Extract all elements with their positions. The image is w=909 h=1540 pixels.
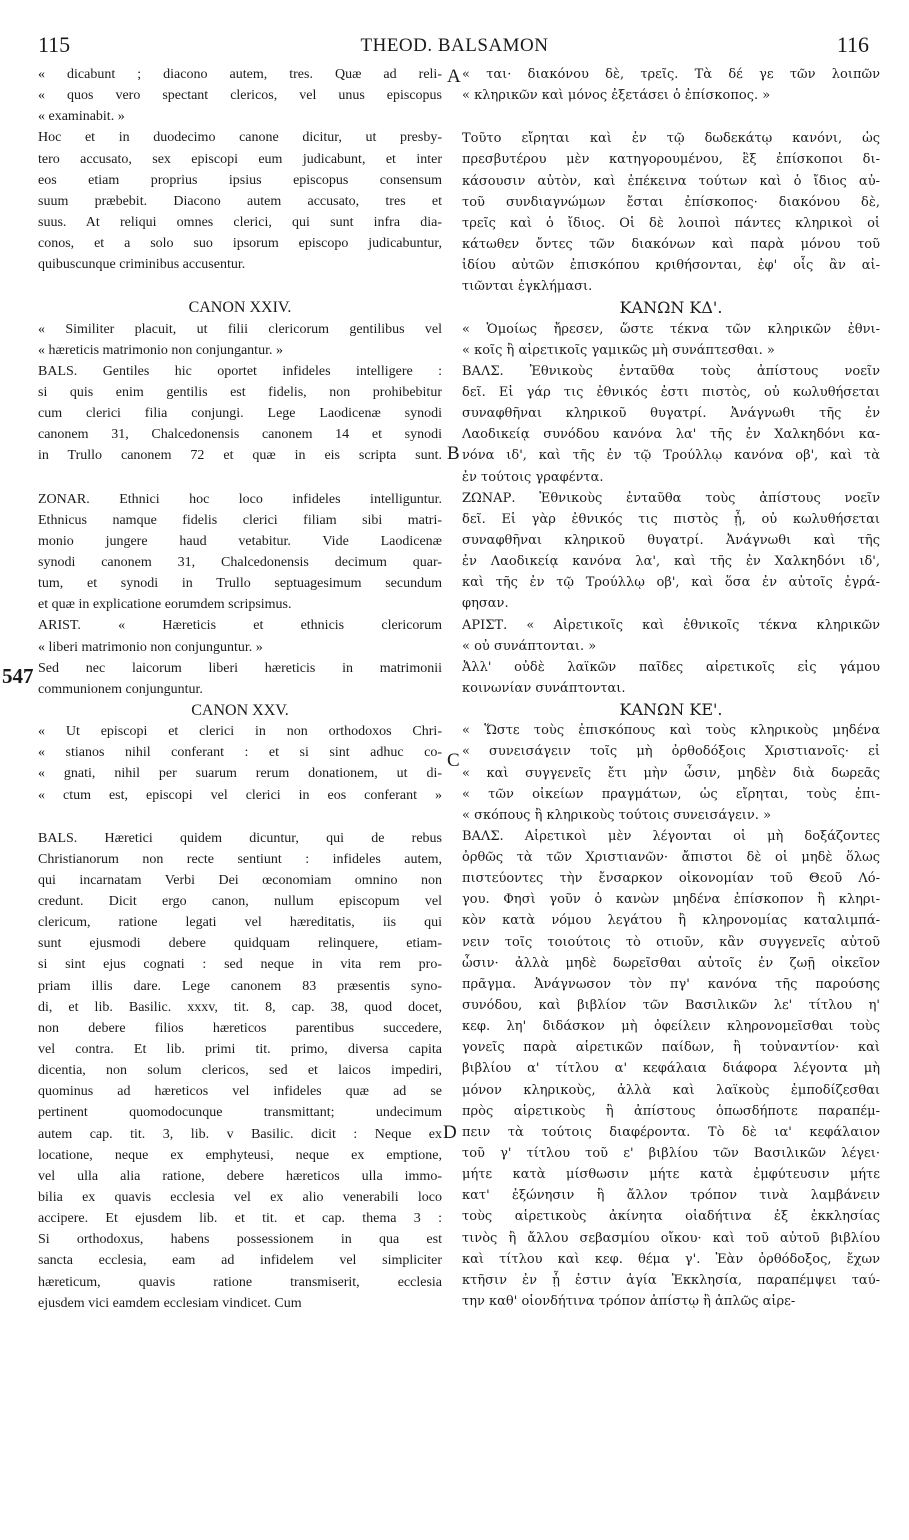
- latin-text-line: Hoc et in duodecimo canone dicitur, ut presby-: [38, 130, 442, 146]
- greek-text-line: ἐν Λαοδικείᾳ κανόνα λα', καὶ τῆς ἐν Χαλκηδόνι ιδ',: [462, 554, 880, 570]
- latin-text-line: Christianorum non recte sentiunt : infideles autem,: [38, 851, 442, 867]
- margin-letter-b: B: [447, 443, 460, 464]
- greek-text-line: κτῆσιν ἐν ᾗ ἐστιν ἁγία Ἐκκλησία, παραπέμψει ταύ-: [462, 1272, 880, 1288]
- latin-text-line: ZONAR. Ethnici hoc loco infideles intelliguntur.: [38, 491, 442, 507]
- greek-text-line: κὸν κατὰ νόμου λεγάτου ἢ κληρονομίας καταλιμπά-: [462, 913, 880, 929]
- latin-text-line: bilia ex quavis ecclesia vel ex alio venerabili loco: [38, 1190, 442, 1206]
- greek-text-line: τοὺς αἱρετικοὺς ἀκίνητα οἱαδήτινα ἐξ ἐκκλησίας: [462, 1209, 880, 1225]
- greek-text-line: ΚΑΝΩΝ ΚΕ'.: [619, 700, 723, 720]
- latin-text-line: « liberi matrimonio non conjunguntur. »: [38, 639, 263, 655]
- greek-text-line: μόνον κληρικοὺς, ἀλλὰ καὶ λαϊκοὺς ἐμποδίζεσθαι: [462, 1082, 880, 1098]
- latin-text-line: di, et lib. Basilic. xxxv, tit. 8, cap. 38, quod docet,: [38, 999, 442, 1015]
- greek-text-line: πρᾶγμα. Ἀνάγνωσον τὸν πγ' κανόνα τῆς παρούσης: [462, 976, 880, 992]
- greek-text-line: πειν τὰ τούτοις διαφέροντα. Τὸ δὲ ια' κεφάλαιον: [462, 1124, 880, 1140]
- greek-text-line: βιβλίου α' τίτλου α' κεφάλαια διάφορα λέγοντα μὴ: [462, 1061, 880, 1077]
- latin-text-line: credunt. Dicit ergo canon, nullum episcopum vel: [38, 894, 442, 910]
- greek-text-line: δεῖ. Εἰ γὰρ ἐθνικός τις πιστὸς ᾖ, οὐ κωλυθήσεται: [462, 511, 880, 527]
- latin-text-line: communionem conjunguntur.: [38, 681, 203, 697]
- latin-column: [38, 64, 442, 1314]
- greek-text-line: ΒΑΛΣ. Ἐθνικοὺς ἐνταῦθα τοὺς ἀπίστους νοεῖν: [462, 363, 880, 379]
- latin-text-line: « stianos nihil conferant : et si sint adhuc co-: [38, 745, 442, 761]
- greek-text-line: φησαν.: [462, 596, 509, 612]
- greek-text-line: « ται· διακόνου δὲ, τρεῖς. Τὰ δέ γε τῶν λοιπῶν: [462, 67, 880, 82]
- latin-text-line: eos etiam proprius ipsius episcopus consensum: [38, 172, 442, 188]
- greek-text-line: κάτωθεν ὄντες τῶν διακόνων καὶ παρὰ μόνου τοῦ: [462, 236, 880, 252]
- latin-text-line: BALS. Hæretici quidem dicuntur, qui de rebus: [38, 830, 442, 846]
- greek-text-line: την καθ' οἱονδήτινα τρόπον ἀπίστῳ ἢ ἁπλῶς αἱρε-: [462, 1294, 796, 1310]
- latin-text-line: « dicabunt ; diacono autem, tres. Quæ ad reli-: [38, 67, 442, 82]
- greek-text-line: νειν τοῖς τοιούτοις τὸ οτιοῦν, κἂν συγγενεῖς αὐτοῦ: [462, 934, 880, 950]
- latin-text-line: locatione, neque ex emphyteusi, neque ex emptione,: [38, 1147, 442, 1163]
- greek-text-line: μήτε κατὰ μίσθωσιν μήτε κατὰ ἐμφύτευσιν μήτε: [462, 1167, 880, 1183]
- greek-text-line: « Ὁμοίως ἤρεσεν, ὥστε τέκνα τῶν κληρικῶν ἐθνι-: [462, 321, 880, 337]
- latin-text-line: priam illis dare. Lege canonem 83 præsentis syno-: [38, 978, 442, 994]
- latin-text-line: in Trullo canonem 72 et quæ in eis scripta sunt.: [38, 448, 442, 464]
- latin-text-line: « gnati, nihil per suarum rerum donationem, ut di-: [38, 766, 442, 782]
- greek-text-line: ΒΑΛΣ. Αἱρετικοὶ μὲν λέγονται οἱ μὴ δοξάζοντες: [462, 828, 880, 844]
- greek-text-line: νόνα ιδ', καὶ τῆς ἐν τῷ Τρούλλῳ κανόνα οβ', καὶ τὰ: [462, 448, 880, 464]
- latin-text-line: [38, 806, 442, 828]
- latin-text-line: « Similiter placuit, ut filii clericorum gentilibus vel: [38, 321, 442, 337]
- latin-text-line: et quæ in explicatione eorumdem scripsimus.: [38, 597, 292, 613]
- page-number-right: 116: [836, 32, 869, 57]
- greek-text-line: ὦσιν· ἀλλὰ μηδὲ δωρεῖσθαι αὐτοῖς ἐν ζωῇ οἰκεῖον: [462, 955, 880, 971]
- greek-text-line: πρεσβυτέρου μὲν κατηγορουμένου, ἓξ ἐπίσκοποι δι-: [462, 152, 880, 168]
- greek-text-line: τοῦ γ' τίτλου τοῦ ε' βιβλίου τῶν Βασιλικῶν λέγει·: [462, 1146, 880, 1162]
- latin-text-line: synodi canonem 31, Chalcedonensis decimum quar-: [38, 554, 442, 570]
- greek-text-line: Ἀλλ' οὐδὲ λαϊκῶν παῖδες αἱρετικοῖς εἰς γάμου: [462, 659, 880, 675]
- latin-text-line: qui incarnatam Verbi Dei œconomiam omnino non: [38, 872, 442, 888]
- latin-text-line: suus. At reliqui omnes clerici, qui sunt infra dia-: [38, 214, 442, 230]
- latin-text-line: « Ut episcopi et clerici in non orthodoxos Chri-: [38, 724, 442, 740]
- greek-text-line: ἰδίου αὐτῶν ἐπισκόπου κριθήσονται, ἐφ' οἷς ἂν αἰ-: [462, 258, 880, 274]
- greek-text-line: γονεῖς παρὰ αἱρετικῶν παίδων, ἢ τοὐναντίον· καὶ: [462, 1040, 880, 1056]
- latin-text-line: Si orthodoxus, habens possessionem in qua est: [38, 1232, 442, 1248]
- latin-text-line: CANON XXIV.: [188, 299, 292, 317]
- greek-text-line: « συνεισάγειν τοῖς μὴ ὀρθοδόξοις Χριστιανοῖς· εἰ: [462, 744, 880, 760]
- greek-text-line: κάσουσιν αὐτὸν, καὶ ἐπέκεινα τούτων καὶ ὁ ἴδιος αὐ-: [462, 173, 880, 189]
- latin-text-line: tum, et synodi in Trullo septuagesimum secundum: [38, 576, 442, 592]
- greek-text-line: πρὸς αἱρετικοὺς ἢ ἀπίστους ὁπωσδήποτε παραπέμ-: [462, 1103, 880, 1119]
- greek-text-line: τιῶνται ἐγκλήμασι.: [462, 279, 593, 295]
- latin-text-line: ejusdem vici eamdem ecclesiam vindicet. Cum: [38, 1295, 302, 1311]
- latin-text-line: clericum, ratione legati vel hæreditatis, iis qui: [38, 915, 442, 931]
- greek-text-line: τινὸς ἢ ἄλλου σεβασμίου οἴκου· καὶ τοῦ αὐτοῦ βιβλίου: [462, 1230, 880, 1246]
- greek-text-line: Λαοδικείᾳ συνόδου κανόνα λα' τῆς ἐν Χαλκηδόνι κα-: [462, 427, 880, 443]
- page-header: [28, 32, 881, 62]
- greek-text-line: κοινωνίαν συνάπτονται.: [462, 680, 626, 696]
- latin-text-line: Sed nec laicorum liberi hæreticis in matrimonii: [38, 660, 442, 676]
- latin-text-line: cum clerici filia conjungi. Lege Laodicenæ synodi: [38, 406, 442, 422]
- latin-text-line: pertinent quomodocunque transmittant; undecimum: [38, 1105, 442, 1121]
- greek-text-line: « οὐ συνάπτονται. »: [462, 638, 597, 654]
- margin-letter-a: A: [447, 66, 461, 87]
- greek-text-line: τρεῖς καὶ ὁ ἴδιος. Οἱ δὲ λοιποὶ πάντες κληρικοὶ οἱ: [462, 215, 880, 231]
- running-head: THEOD. BALSAMON: [360, 35, 549, 56]
- greek-text-line: Τοῦτο εἴρηται καὶ ἐν τῷ δωδεκάτῳ κανόνι, ὡς: [462, 131, 880, 147]
- latin-text-line: si quis enim gentilis est fidelis, non prohibebitur: [38, 384, 442, 400]
- greek-text-line: ὀρθῶς τὰ τῶν Χριστιανῶν· ἄπιστοι δὲ οἱ μηδὲ ὅλως: [462, 850, 880, 866]
- latin-text-line: accipere. Et ejusdem lib. et tit. et cap. thema 3 :: [38, 1211, 442, 1227]
- latin-text-line: vel ulla alia ratione, debere hæreticos ulla immo-: [38, 1168, 442, 1184]
- latin-text-line: « hæreticis matrimonio non conjungantur. »: [38, 342, 283, 358]
- latin-text-line: quibuscunque criminibus accusentur.: [38, 257, 246, 273]
- latin-text-line: [38, 467, 442, 489]
- greek-text-line: ΑΡΙΣΤ. « Αἱρετικοῖς καὶ ἐθνικοῖς τέκνα κληρικῶν: [462, 617, 880, 633]
- greek-text-line: « κοῖς ἢ αἱρετικοῖς γαμικῶς μὴ συνάπτεσθαι. »: [462, 342, 775, 358]
- margin-letter-c: C: [447, 750, 460, 771]
- latin-text-line: vel contra. Et lib. primi tit. primo, diversa capita: [38, 1042, 442, 1058]
- greek-text-line: « κληρικῶν καὶ μόνος ἐξετάσει ὁ ἐπίσκοπος. »: [462, 88, 771, 104]
- greek-text-line: [462, 106, 880, 128]
- latin-text-line: si sint ejus cognati : sed neque in vita rem pro-: [38, 957, 442, 973]
- latin-text-line: BALS. Gentiles hic oportet infideles intelligere :: [38, 363, 442, 379]
- latin-text-line: Ethnicus namque fidelis clerici filiam sibi matri-: [38, 512, 442, 528]
- greek-text-line: συναφθῆναι κληρικοῦ θυγατρί. Ἀνάγνωθι τῆς ἐν: [462, 406, 880, 422]
- latin-text-line: conos, et a solo suo ipsorum episcopo judicabuntur,: [38, 236, 442, 252]
- latin-text-line: sunt ejusmodi debere quidquam relinquere, etiam-: [38, 936, 442, 952]
- greek-text-line: τοῦ συνδιαγνώμων ἔσται ἐπίσκοπος· διακόνου δὲ,: [462, 194, 880, 210]
- greek-text-line: συνόδου, καὶ βιβλίον τῶν Βασιλικῶν λε' τίτλου η': [462, 998, 880, 1014]
- greek-text-line: δεῖ. Εἰ γάρ τις ἐθνικός ἐστι πιστὸς, οὐ κωλυθήσεται: [462, 384, 880, 400]
- greek-text-line: συναφθῆναι κληρικοῦ θυγατρί. Ἀνάγνωθι καὶ τῆς: [462, 532, 880, 548]
- latin-text-line: dicentia, non solum clericos, sed et laicos impediri,: [38, 1063, 442, 1079]
- latin-text-line: « examinabit. »: [38, 109, 125, 125]
- latin-text-line: quominus ad hæreticos vel infideles quæ ad se: [38, 1084, 442, 1100]
- greek-text-line: « τῶν οἰκείων πραγμάτων, ὡς εἴρηται, τοὺς ἐπι-: [462, 786, 880, 802]
- latin-text-line: hæreticum, quavis ratione transmiserit, ecclesia: [38, 1274, 442, 1290]
- greek-text-line: « σκόπους ἢ κληρικοὺς τούτοις συνεισάγειν. »: [462, 807, 772, 823]
- greek-text-line: γου. Φησὶ γοῦν ὁ κανὼν μηδένα ἐπίσκοπον ἢ κληρι-: [462, 892, 880, 908]
- latin-text-line: tero accusato, sex episcopi eum judicabunt, et inter: [38, 151, 442, 167]
- greek-text-line: κεφ. λη' διδάσκον μὴ ὀφείλειν κληρονομεῖσθαι τοὺς: [462, 1019, 880, 1035]
- greek-text-line: ΚΑΝΩΝ ΚΔ'.: [619, 298, 723, 318]
- column-number: 547: [2, 664, 34, 688]
- latin-text-line: suum præbebit. Diacono autem accusato, tres et: [38, 193, 442, 209]
- greek-text-line: καὶ τῆς ἐν τῷ Τρούλλῳ οβ', καὶ ὅσα ἐν αὐτοῖς ἐγρά-: [462, 575, 880, 591]
- page-number-left: 115: [38, 32, 71, 57]
- greek-text-line: ἐν τούτοις γραφέντα.: [462, 469, 604, 485]
- latin-text-line: « quos vero spectant clericos, vel unus episcopus: [38, 88, 442, 104]
- greek-text-line: κατ' ἐξώνησιν ἢ ἄλλον τρόπον τινὰ λαμβάνειν: [462, 1188, 880, 1204]
- latin-text-line: canonem 31, Chalcedonensis canonem 14 et synodi: [38, 427, 442, 443]
- greek-text-line: ΖΩΝΑΡ. Ἐθνικοὺς ἐνταῦθα τοὺς ἀπίστους νοεῖν: [462, 490, 880, 506]
- greek-column: [462, 64, 880, 1312]
- margin-letter-d: D: [443, 1122, 457, 1143]
- greek-text-line: « Ὥστε τοὺς ἐπισκόπους καὶ τοὺς κληρικοὺς μηδένα: [462, 723, 880, 739]
- greek-text-line: καὶ τίτλου καὶ κεφ. θέμα γ'. Ἐὰν ὀρθόδοξος, ἔχων: [462, 1251, 880, 1267]
- latin-text-line: CANON XXV.: [191, 701, 289, 719]
- latin-text-line: « ctum est, episcopi vel clerici in eos conferant »: [38, 787, 442, 803]
- latin-text-line: autem cap. tit. 3, lib. v Basilic. dicit : Neque ex: [38, 1126, 442, 1142]
- latin-text-line: non debere filios hæreticos parentibus succedere,: [38, 1020, 442, 1036]
- latin-text-line: monio jungere haud vetabitur. Vide Laodicenæ: [38, 533, 442, 549]
- latin-text-line: [38, 275, 442, 297]
- greek-text-line: πιστεύοντες τὴν ἔνσαρκον οἰκονομίαν τοῦ Θεοῦ Λό-: [462, 871, 880, 887]
- latin-text-line: ARIST. « Hæreticis et ethnicis clericorum: [38, 618, 442, 634]
- latin-text-line: sancta ecclesia, eam ad infidelem vel simpliciter: [38, 1253, 442, 1269]
- greek-text-line: « καὶ συγγενεῖς ἔτι μὴν ὦσιν, μηδὲν διὰ δωρεᾶς: [462, 765, 880, 781]
